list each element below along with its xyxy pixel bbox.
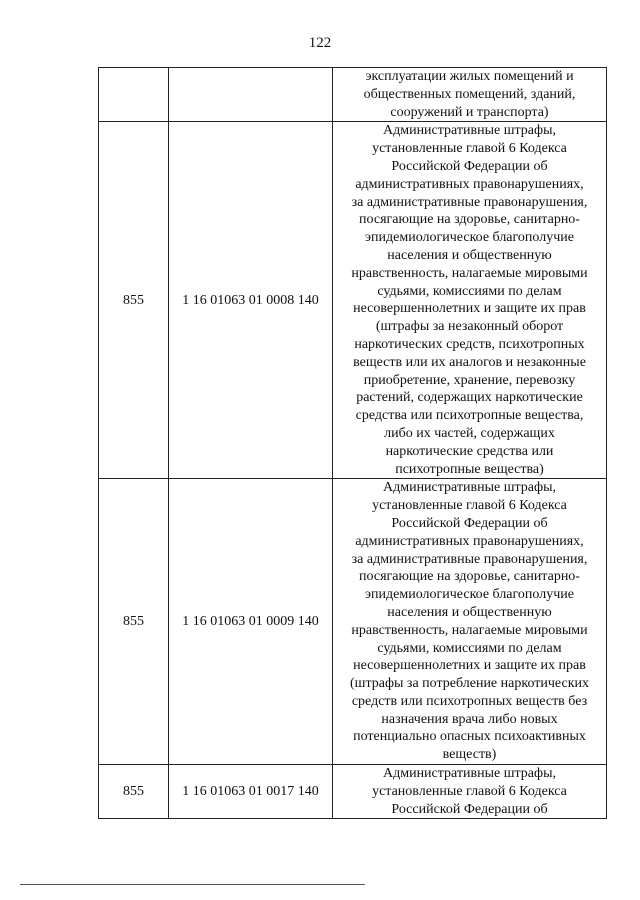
table-row — [99, 68, 607, 122]
description-line: либо их частей, содержащих — [384, 425, 555, 441]
budget-classification-code-cell: 1 16 01063 01 0009 140 — [169, 479, 333, 765]
budget-classification-code-cell: 1 16 01063 01 0017 140 — [169, 765, 333, 819]
description-line: растений, содержащих наркотические — [356, 390, 583, 406]
description-line: психотропные вещества) — [395, 461, 544, 477]
description-line: населения и общественную — [387, 247, 552, 263]
description-line: средства или психотропные вещества, — [355, 408, 584, 424]
description-line: Российской Федерации об — [391, 515, 548, 531]
admin-code-cell: 855 — [99, 765, 169, 819]
page-number: 122 — [308, 35, 332, 51]
table-body — [99, 68, 607, 819]
table-row — [99, 479, 607, 765]
description-line: назначения врача либо новых — [381, 711, 558, 727]
description-line: средств или психотропных веществ без — [351, 693, 588, 709]
description-line: несовершеннолетних и защите их прав — [353, 301, 586, 317]
description-line: общественных помещений, зданий, — [363, 86, 576, 102]
description-line: Административные штрафы, — [382, 766, 557, 782]
table-row — [99, 122, 607, 479]
description-line: за административные правонарушения, — [351, 551, 588, 567]
description-line: установленные главой 6 Кодекса — [372, 498, 567, 514]
description-line: эпидемиологическое благополучие — [365, 587, 574, 603]
table-row — [99, 765, 607, 819]
description-line: Российской Федерации об — [391, 158, 548, 174]
description-line: эксплуатации жилых помещений и — [365, 69, 574, 84]
description-line: приобретение, хранение, перевозку — [363, 372, 576, 388]
description-line: веществ или их аналогов и незаконные — [353, 354, 586, 370]
admin-code-cell: 855 — [99, 479, 169, 765]
description-line: посягающие на здоровье, санитарно- — [359, 212, 580, 228]
description-line: судьями, комиссиями по делам — [377, 283, 562, 299]
budget-codes-table — [98, 67, 607, 819]
revenue-description-cell — [333, 479, 607, 765]
revenue-description-cell — [333, 68, 607, 122]
revenue-description-cell — [333, 765, 607, 819]
description-line: нравственность, налагаемые мировыми — [351, 622, 588, 638]
description-line: Административные штрафы, — [382, 480, 557, 496]
description-line: потенциально опасных психоактивных — [353, 729, 586, 745]
description-line: населения и общественную — [387, 604, 552, 620]
budget-classification-code-cell — [169, 68, 333, 122]
description-line: Административные штрафы, — [382, 123, 557, 139]
description-line: (штрафы за незаконный оборот — [375, 319, 564, 335]
description-line: судьями, комиссиями по делам — [377, 640, 562, 656]
description-line: установленные главой 6 Кодекса — [372, 783, 567, 799]
description-line: (штрафы за потребление наркотических — [350, 676, 589, 692]
description-line: посягающие на здоровье, санитарно- — [359, 569, 580, 585]
description-line: административных правонарушениях, — [355, 176, 584, 192]
description-line: за административные правонарушения, — [351, 194, 588, 210]
description-line: веществ) — [442, 747, 497, 763]
admin-code-cell — [99, 68, 169, 122]
admin-code-cell: 855 — [99, 122, 169, 479]
footer-divider — [20, 884, 365, 885]
description-line: несовершеннолетних и защите их прав — [353, 658, 586, 674]
revenue-description-cell — [333, 122, 607, 479]
description-line: эпидемиологическое благополучие — [365, 230, 574, 246]
description-line: Российской Федерации об — [391, 801, 548, 817]
description-line: установленные главой 6 Кодекса — [372, 141, 567, 157]
description-line: наркотические средства или — [385, 443, 554, 459]
description-line: сооружений и транспорта) — [390, 104, 549, 120]
budget-classification-code-cell: 1 16 01063 01 0008 140 — [169, 122, 333, 479]
description-line: административных правонарушениях, — [355, 533, 584, 549]
description-line: наркотических средств, психотропных — [354, 336, 585, 352]
description-line: нравственность, налагаемые мировыми — [351, 265, 588, 281]
